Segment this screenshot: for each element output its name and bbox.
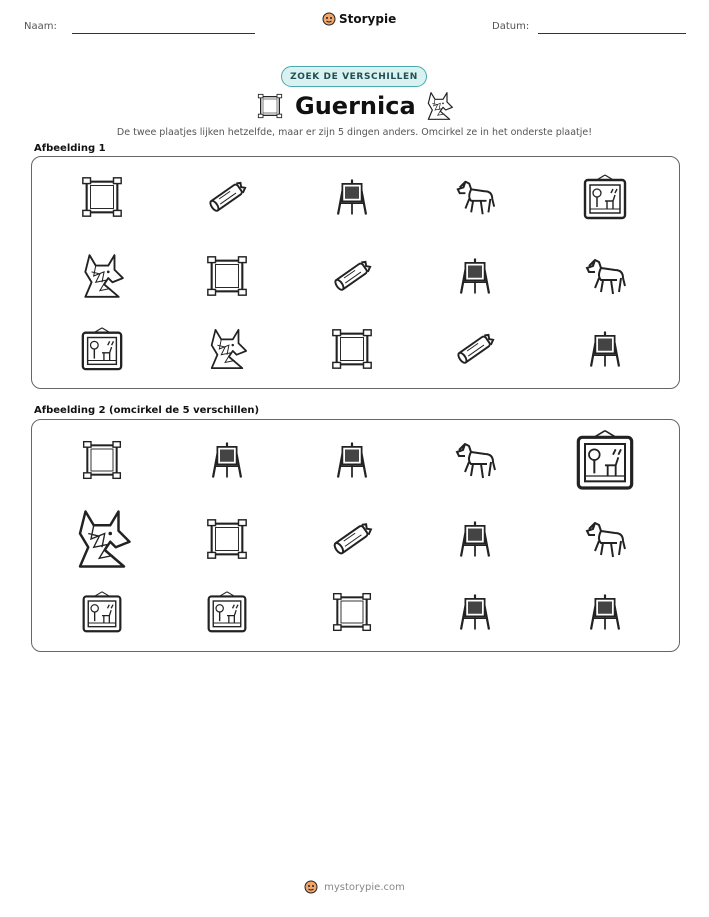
brand-logo [322,12,396,26]
footer [0,880,709,894]
page-title: Guernica [295,92,416,120]
frame-icon [79,174,125,220]
wolf-icon[interactable] [69,506,135,572]
frame-icon[interactable] [80,437,124,483]
storypie-mascot-icon [304,880,318,894]
brand-name: Storypie [339,12,397,26]
framed-picture-icon [581,173,629,221]
picture2-panel[interactable] [31,419,680,652]
log-icon[interactable] [328,515,376,563]
frame-icon [329,326,375,372]
framed-picture-icon[interactable] [572,428,638,492]
frame-icon[interactable] [330,589,374,635]
name-line[interactable] [72,33,255,34]
frame-icon [204,253,250,299]
framed-picture-icon[interactable] [80,589,124,635]
wolf-icon [77,251,127,301]
horse-icon [581,252,629,300]
easel-icon[interactable] [584,589,626,635]
instructions-text: De twee plaatjes lijken hetzelfde, maar er zijn 5 dingen anders. Omcirkel ze in het onderste plaatje! [116,127,593,138]
horse-icon[interactable] [581,515,629,563]
storypie-mascot-icon [322,12,336,26]
picture1-panel [31,156,680,389]
framed-picture-icon[interactable] [205,589,249,635]
footer-url[interactable]: mystorypie.com [324,881,405,893]
name-label: Naam: [24,21,57,32]
activity-badge: ZOEK DE VERSCHILLEN [281,66,427,87]
date-label: Datum: [492,21,530,32]
picture2-label: Afbeelding 2 (omcirkel de 5 verschillen) [34,405,260,416]
date-line[interactable] [538,33,686,34]
horse-icon[interactable] [451,436,499,484]
picture1-label: Afbeelding 1 [34,143,106,154]
frame-icon [256,92,284,120]
wolf-icon [204,326,250,372]
log-icon [204,174,250,220]
easel-icon [454,253,496,299]
easel-icon[interactable] [454,589,496,635]
easel-icon [584,326,626,372]
easel-icon [331,174,373,220]
frame-icon[interactable] [204,516,250,562]
log-icon [329,253,375,299]
easel-icon[interactable] [331,437,373,483]
easel-icon[interactable] [454,516,496,562]
framed-picture-icon [79,326,125,372]
wolf-icon [423,90,455,122]
easel-icon[interactable] [206,437,248,483]
horse-icon [452,174,498,220]
log-icon [452,326,498,372]
